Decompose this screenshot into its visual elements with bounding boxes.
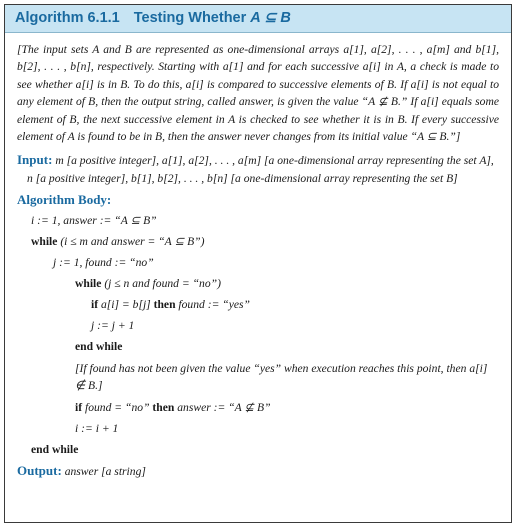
code-line-outer-if (17, 397, 499, 418)
outer-if-action: answer := “A ⊈ B” (174, 400, 271, 414)
code-line-i-increment: i := i + 1 (75, 421, 119, 435)
algorithm-title-math: A ⊆ B (250, 10, 291, 26)
inner-if-condition: a[i] = b[j] (98, 297, 154, 311)
code-line-inner-while (17, 273, 499, 294)
keyword-then: then (153, 297, 176, 311)
algorithm-title-text: Testing Whether (133, 10, 251, 26)
algorithm-content (17, 41, 499, 480)
inner-while-condition: (j ≤ n and found = “no”) (101, 276, 221, 290)
keyword-if: if (91, 297, 99, 311)
algorithm-box (4, 4, 512, 523)
algorithm-body-label: Algorithm Body: (17, 192, 112, 208)
output-section (17, 462, 499, 480)
outer-if-condition: found = “no” (82, 400, 153, 414)
input-section (17, 151, 499, 187)
output-label: Output: (17, 462, 62, 478)
input-label: Input: (17, 152, 53, 168)
keyword-if: if (75, 400, 83, 414)
algorithm-title (5, 5, 511, 33)
code-line-end-inner-while: end while (75, 339, 123, 353)
keyword-then: then (152, 400, 175, 414)
output-text: answer [a string] (64, 464, 146, 478)
code-comment: [If found has not been given the value “yes” when execution reaches this point, then a[i] ∉ B.] (75, 361, 488, 392)
code-line-j-increment: j := j + 1 (91, 318, 135, 332)
keyword-while: while (75, 276, 102, 290)
outer-while-condition: (i ≤ m and answer = “A ⊆ B”) (57, 234, 205, 248)
inner-if-action: found := “yes” (175, 297, 251, 311)
intro-paragraph: [The input sets A and B are represented as one-dimensional arrays a[1], a[2], . . . , a[m] and b[1], b[2], . . . , b[n], respectively. Starting with a[1] and for each successive a[i] in A, a check is made to see whether a[i] is in B. To do this, a[i] is compared to successive elements of B. If a[i] is not equal to any element of B, then the output string, called answer, is given the value “A ⊈ B.” If a[i] equals some element of B, the next successive element in A is checked to see whether it is in B. If every successive element of A is found to be in B, then the answer never changes from its initial value “A ⊆ B.”] (17, 43, 499, 144)
code-line-j-init: j := 1, found := “no” (53, 255, 154, 269)
code-line-inner-if (17, 294, 499, 315)
algorithm-number: Algorithm 6.1.1 (15, 10, 120, 26)
input-text: m [a positive integer], a[1], a[2], . . . , a[m] [a one-dimensional array representing the set A], n [a positive integer], b[1], b[2], . . . , b[n] [a one-dimensional array representing the set B] (27, 154, 494, 185)
keyword-while: while (31, 234, 58, 248)
code-line-end-outer-while: end while (31, 442, 79, 456)
code-line-outer-while (17, 231, 499, 252)
code-line-init: i := 1, answer := “A ⊆ B” (31, 213, 157, 227)
